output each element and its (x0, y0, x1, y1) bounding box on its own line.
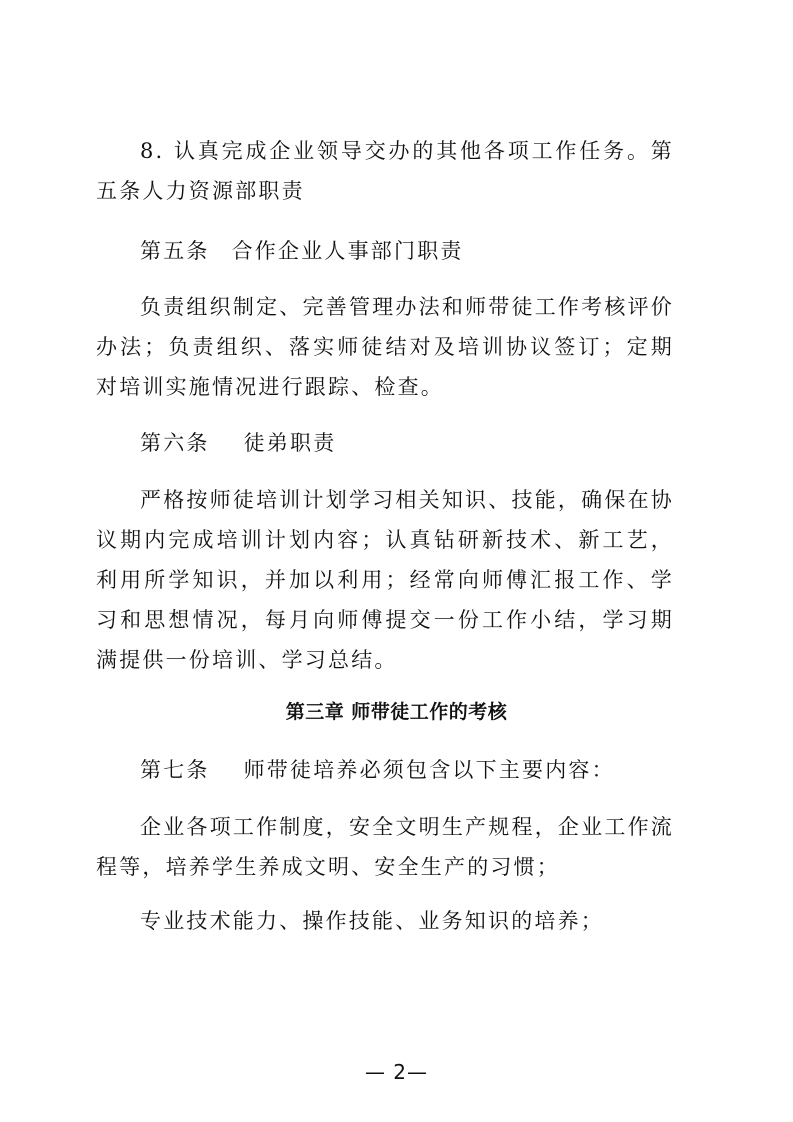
article-7-heading (140, 750, 615, 790)
article-6-title: 徒弟职责 (243, 431, 337, 455)
article-6-number: 第六条 (140, 431, 210, 455)
article-7-paragraph-1: 企业各项工作制度，安全文明生产规程，企业工作流程等，培养学生养成文明、安全生产的习惯； (96, 815, 674, 879)
article-7-title: 师带徒培养必须包含以下主要内容： (243, 758, 615, 782)
article-6-heading (140, 423, 336, 463)
article-7-number: 第七条 (140, 758, 210, 782)
article-5-heading (140, 231, 464, 271)
page-number: — 2— (364, 1060, 429, 1084)
article-5-title: 合作企业人事部门职责 (231, 239, 464, 263)
article-6-paragraph: 严格按师徒培训计划学习相关知识、技能，确保在协议期内完成培训计划内容；认真钻研新技术、新工艺，利用所学知识，并加以利用；经常向师傅汇报工作、学习和思想情况，每月向师傅提交一份工作小结，学习期满提供一份培训、学习总结。 (96, 488, 674, 672)
article-7-paragraph-2: 专业技术能力、操作技能、业务知识的培养； (140, 909, 604, 933)
article-5-number: 第五条 (140, 239, 210, 263)
chapter-3-heading: 第三章 师带徒工作的考核 (285, 701, 508, 723)
article-5-paragraph: 负责组织制定、完善管理办法和师带徒工作考核评价办法；负责组织、落实师徒结对及培训协议签订；定期对培训实施情况进行跟踪、检查。 (96, 295, 674, 399)
paragraph-item-8: 8. 认真完成企业领导交办的其他各项工作任务。第五条人力资源部职责 (96, 139, 674, 203)
